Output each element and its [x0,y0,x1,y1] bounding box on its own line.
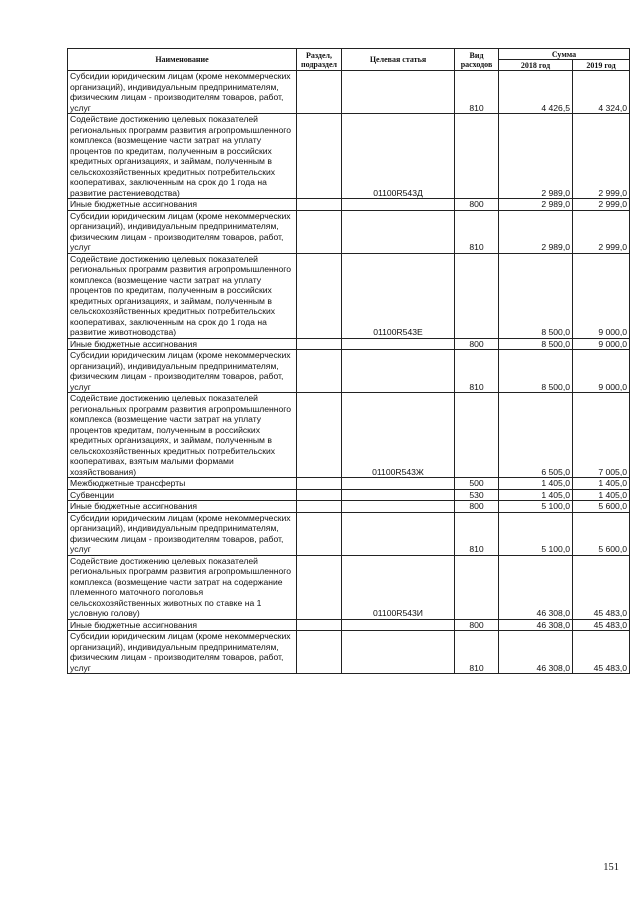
row-name-cell: Межбюджетные трансферты [68,478,297,490]
row-amount-2019-cell: 5 600,0 [573,501,630,513]
row-target-cell [342,478,455,490]
row-name-cell: Иные бюджетные ассигнования [68,199,297,211]
row-amount-2019-cell: 9 000,0 [573,338,630,350]
row-amount-2018-cell: 2 989,0 [499,199,573,211]
row-target-cell [342,71,455,114]
row-expense-type-cell: 800 [455,501,499,513]
row-amount-2018-cell: 46 308,0 [499,619,573,631]
row-section-cell [297,631,342,674]
row-section-cell [297,478,342,490]
budget-table [67,48,630,674]
header-target: Целевая статья [342,49,455,71]
row-expense-type-cell: 810 [455,210,499,253]
row-expense-type-cell: 810 [455,631,499,674]
row-target-cell: 01100R543Ж [342,393,455,478]
table-row [68,501,630,513]
row-expense-type-cell [455,114,499,199]
row-amount-2018-cell: 5 100,0 [499,501,573,513]
row-expense-type-cell [455,393,499,478]
row-target-cell [342,619,455,631]
row-amount-2019-cell: 1 405,0 [573,489,630,501]
row-amount-2019-cell: 9 000,0 [573,253,630,338]
header-year-2018: 2018 год [499,60,573,71]
row-amount-2018-cell: 8 500,0 [499,350,573,393]
row-section-cell [297,489,342,501]
row-name-cell: Содействие достижению целевых показателей региональных программ развития агропромышленного комплекса (возмещение части затрат на содержание племенного маточного поголовья сельскохозяйственных животных по ставке на 1 условную голову) [68,555,297,619]
row-name-cell: Иные бюджетные ассигнования [68,501,297,513]
row-amount-2018-cell: 1 405,0 [499,478,573,490]
row-name-cell: Субсидии юридическим лицам (кроме некоммерческих организаций), индивидуальным предпринимателям, физическим лицам - производителям товаров, работ, услуг [68,350,297,393]
header-expense-type: Вид расходов [455,49,499,71]
row-expense-type-cell [455,253,499,338]
header-year-2019: 2019 год [573,60,630,71]
table-row [68,555,630,619]
row-target-cell [342,338,455,350]
table-row [68,114,630,199]
table-row [68,350,630,393]
row-name-cell: Содействие достижению целевых показателей региональных программ развития агропромышленного комплекса (возмещение части затрат на уплату процентов по кредитам, полученным в российских кредитных организациях, и займам, полученным в сельскохозяйственных кредитных потребительских кооперативах, заключенным на срок до 1 года на развитие растениеводства) [68,114,297,199]
row-amount-2019-cell: 2 999,0 [573,210,630,253]
row-target-cell [342,489,455,501]
row-amount-2018-cell: 1 405,0 [499,489,573,501]
row-target-cell [342,350,455,393]
row-amount-2018-cell: 4 426,5 [499,71,573,114]
row-section-cell [297,619,342,631]
row-target-cell: 01100R543Д [342,114,455,199]
table-row [68,619,630,631]
table-row [68,489,630,501]
row-amount-2019-cell: 4 324,0 [573,71,630,114]
row-amount-2019-cell: 45 483,0 [573,555,630,619]
header-sum: Сумма [499,49,630,60]
table-row [68,71,630,114]
row-name-cell: Субсидии юридическим лицам (кроме некоммерческих организаций), индивидуальным предпринимателям, физическим лицам - производителям товаров, работ, услуг [68,71,297,114]
table-row [68,199,630,211]
row-amount-2018-cell: 8 500,0 [499,253,573,338]
table-row [68,512,630,555]
row-section-cell [297,350,342,393]
table-row [68,631,630,674]
row-expense-type-cell: 530 [455,489,499,501]
row-section-cell [297,199,342,211]
row-name-cell: Содействие достижению целевых показателей региональных программ развития агропромышленного комплекса (возмещение части затрат на уплату процентов кредитам, полученным в российских кредитных организациях, и займам, полученным в сельскохозяйственных кредитных потребительских кооперативах, взятым малыми формами хозяйствования) [68,393,297,478]
row-name-cell: Содействие достижению целевых показателей региональных программ развития агропромышленного комплекса (возмещение части затрат на уплату процентов по кредитам, полученным в российских кредитных организациях, и займам, полученным в сельскохозяйственных кредитных потребительских кооперативах, заключенным на срок до 1 года на развитие животноводства) [68,253,297,338]
row-section-cell [297,71,342,114]
row-name-cell: Субсидии юридическим лицам (кроме некоммерческих организаций), индивидуальным предпринимателям, физическим лицам - производителям товаров, работ, услуг [68,512,297,555]
table-row [68,338,630,350]
row-name-cell: Иные бюджетные ассигнования [68,338,297,350]
row-amount-2018-cell: 5 100,0 [499,512,573,555]
row-target-cell: 01100R543И [342,555,455,619]
row-name-cell: Субсидии юридическим лицам (кроме некоммерческих организаций), индивидуальным предпринимателям, физическим лицам - производителям товаров, работ, услуг [68,210,297,253]
row-target-cell [342,512,455,555]
row-amount-2019-cell: 9 000,0 [573,350,630,393]
row-amount-2019-cell: 45 483,0 [573,631,630,674]
row-target-cell: 01100R543Е [342,253,455,338]
row-target-cell [342,199,455,211]
row-section-cell [297,501,342,513]
row-amount-2018-cell: 6 505,0 [499,393,573,478]
header-section: Раздел, подраздел [297,49,342,71]
row-amount-2018-cell: 46 308,0 [499,631,573,674]
row-amount-2019-cell: 5 600,0 [573,512,630,555]
row-target-cell [342,210,455,253]
table-row [68,478,630,490]
row-section-cell [297,114,342,199]
row-section-cell [297,555,342,619]
row-expense-type-cell: 500 [455,478,499,490]
row-expense-type-cell: 810 [455,71,499,114]
row-amount-2019-cell: 7 005,0 [573,393,630,478]
table-row [68,210,630,253]
row-section-cell [297,253,342,338]
row-expense-type-cell: 800 [455,199,499,211]
row-target-cell [342,501,455,513]
row-amount-2019-cell: 2 999,0 [573,114,630,199]
row-expense-type-cell: 810 [455,512,499,555]
row-name-cell: Субвенции [68,489,297,501]
row-amount-2018-cell: 8 500,0 [499,338,573,350]
table-row [68,253,630,338]
page-number: 151 [603,862,619,873]
row-amount-2018-cell: 2 989,0 [499,210,573,253]
table-row [68,393,630,478]
row-name-cell: Субсидии юридическим лицам (кроме некоммерческих организаций), индивидуальным предпринимателям, физическим лицам - производителям товаров, работ, услуг [68,631,297,674]
row-expense-type-cell: 800 [455,619,499,631]
row-target-cell [342,631,455,674]
row-amount-2019-cell: 45 483,0 [573,619,630,631]
table-body [68,71,630,674]
row-expense-type-cell [455,555,499,619]
header-name: Наименование [68,49,297,71]
row-section-cell [297,393,342,478]
row-section-cell [297,338,342,350]
row-section-cell [297,210,342,253]
row-expense-type-cell: 800 [455,338,499,350]
row-amount-2019-cell: 1 405,0 [573,478,630,490]
row-amount-2018-cell: 46 308,0 [499,555,573,619]
row-amount-2018-cell: 2 989,0 [499,114,573,199]
row-expense-type-cell: 810 [455,350,499,393]
row-amount-2019-cell: 2 999,0 [573,199,630,211]
row-section-cell [297,512,342,555]
row-name-cell: Иные бюджетные ассигнования [68,619,297,631]
